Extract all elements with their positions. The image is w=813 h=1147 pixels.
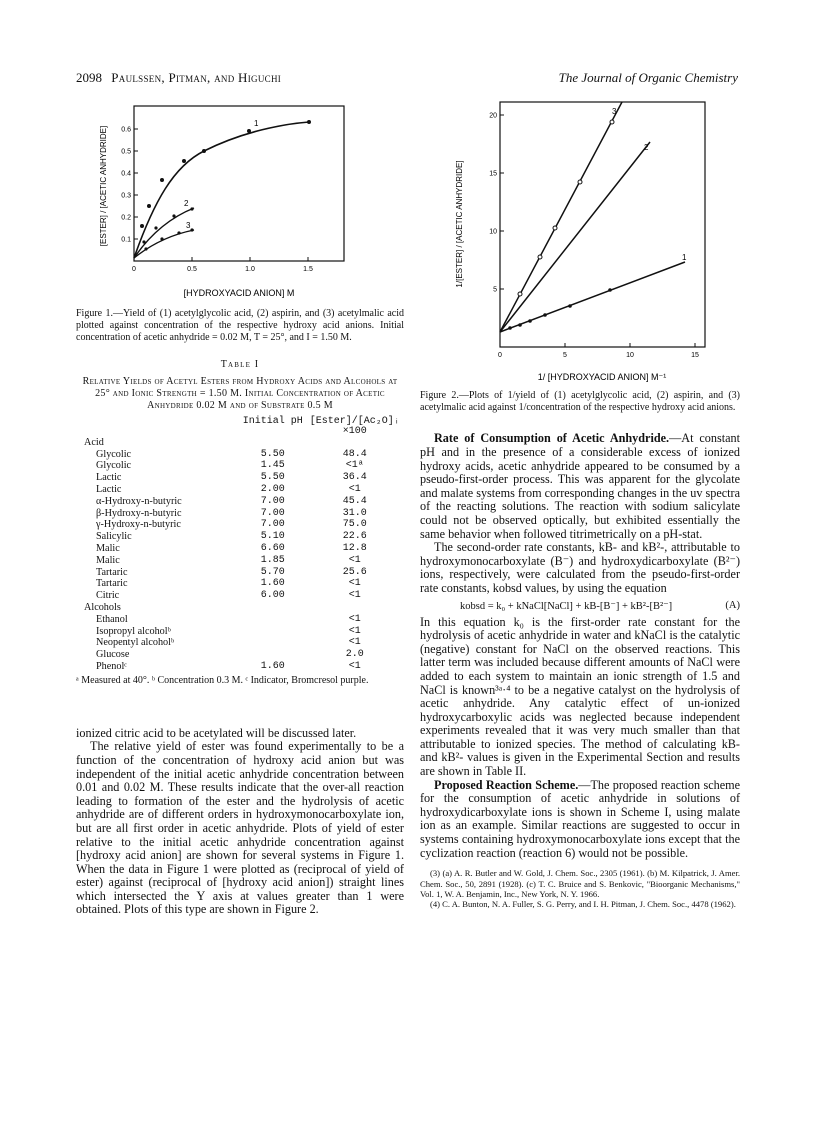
right-body-text: [420, 432, 740, 909]
figure-2-y-tick-label: 15: [489, 170, 497, 178]
table-1-cell-ph: 7.00: [260, 495, 285, 507]
figure-1-y-tick-label: 0.6: [121, 126, 131, 134]
table-1-cell-ratio: 36.4: [342, 472, 367, 484]
left-column: [76, 96, 404, 917]
figure-1-y-tick-label: 0.1: [121, 236, 131, 244]
table-1-row: [76, 637, 404, 649]
table-1-cell-name: Phenolᶜ: [96, 660, 127, 672]
table-1-row: [76, 496, 404, 508]
table-1-cell-ph: [240, 649, 306, 661]
table-1-cell-ratio: <1: [348, 613, 361, 625]
figure-1-y-tick-label: 0.4: [121, 170, 131, 178]
figure-1: [76, 96, 404, 306]
table-1-row: [76, 578, 404, 590]
table-1-cell-ratio: 75.0: [342, 519, 367, 531]
rate-heading: Rate of Consumption of Acetic Anhydride.: [434, 431, 670, 446]
table-1-cell-ph: 6.00: [260, 590, 285, 602]
table-1-row: [76, 460, 404, 472]
table-1-cell-name: Lactic: [96, 484, 122, 496]
table-1-col-ph: Initial pH: [242, 415, 303, 427]
figure-2-x-tick-label: 0: [498, 352, 502, 359]
table-1-cell-ratio: 22.6: [342, 531, 367, 543]
left-paragraph-2: The relative yield of ester was found experimentally to be a function of the concentration of hydroxy acid anion but was independent of the initial acetic anhydride concentration between 0.01 and 0.02 M. These results indicate that the over-all reaction leading to formation of the ester and the hydrolysis of acetic anhydride are of different orders in hydroxymonocarboxylate ion, but are all first order in acetic anhydride. Plots of yield of ester relative to the initial acetic anhydride concentration against [hydroxy acid anion] are shown for several systems in Figure 1. When the data in Figure 1 were plotted as (reciprocal of yield of ester) against (reciprocal of [hydroxy acid anion]) straight lines which intersected the Y axis at values greater than 1 were obtained. Plots of this type are shown in Figure 2.: [76, 739, 404, 917]
right-column: [420, 96, 740, 910]
rate-paragraph-1: [420, 432, 740, 541]
figure-1-y-tick-label: 0.3: [121, 192, 131, 200]
table-1-cell-ph: 5.70: [260, 566, 285, 578]
figure-2-line-3: [500, 102, 622, 332]
figure-2-y-tick-label: 5: [493, 286, 497, 294]
table-1-cell-ph: 7.00: [260, 519, 285, 531]
table-1-group-label: Alcohols: [84, 601, 121, 613]
table-1-row: [76, 555, 404, 567]
page-number: 2098: [76, 70, 102, 85]
table-1-cell-ratio: <1: [348, 484, 361, 496]
figure-2-caption: Figure 2.—Plots of 1/yield of (1) acetylglycolic acid, (2) aspirin, and (3) acetylmalic acid against 1/concentration of the respective hydroxy acid anions.: [420, 390, 740, 414]
table-1-cell-ratio: 48.4: [342, 448, 367, 460]
figure-2: [420, 96, 740, 386]
figure-1-frame: [134, 106, 344, 261]
figure-2-y-tick-label: 10: [489, 228, 497, 236]
figure-2-xticks: [498, 343, 699, 359]
table-1-cell-name: Salicylic: [96, 531, 132, 543]
table-1-cell-ph: 5.50: [260, 448, 285, 460]
left-paragraph-1: ionized citric acid to be acetylated will be discussed later.: [76, 725, 357, 740]
table-1-cell-name: Malic: [96, 543, 120, 554]
figure-1-curve-1: [134, 122, 309, 258]
table-1-row: [76, 472, 404, 484]
rate-paragraph-3: In this equation k₀ is the first-order rate constant for the hydrolysis of acetic anhydride in water and kNaCl is the catalytic (negative) constant for NaCl on the observed reactions. This latter term was included because different amounts of NaCl were added to each system to maintain an ionic strength of 1.5 and NaCl is known³ᵃ·⁴ to be a negative catalyst on the hydrolysis of acetic anhydride. Any catalytic effect of un-ionized hydroxycarboxylic acids was neglected because independent experiments revealed that it was very much smaller than that attributable to ionized species. The method of calculating kB- and kB²- values is given in the Experimental Section and results are shown in Table II.: [420, 614, 740, 779]
table-1-cell-ratio: 2.0: [345, 649, 364, 661]
figure-2-label-3: 3: [612, 107, 617, 116]
table-1-row: [76, 484, 404, 496]
figure-1-xlabel: [HYDROXYACID ANION] M: [183, 288, 295, 298]
table-1-cell-name: Isopropyl alcoholᵇ: [96, 625, 171, 637]
table-1-cell-ratio: <1: [348, 637, 361, 649]
table-1-cell-ph: [240, 637, 306, 649]
figure-1-x-tick-label: 1.0: [245, 266, 255, 273]
figure-1-ylabel: [ESTER] / [ACETIC ANHYDRIDE]: [99, 125, 108, 247]
table-1-cell-name: Citric: [96, 590, 120, 602]
table-1-cell-ph: [240, 626, 306, 638]
table-1-row: [76, 519, 404, 531]
figure-2-xlabel: 1/ [HYDROXYACID ANION] M⁻¹: [537, 372, 667, 382]
reference-4: (4) C. A. Bunton, N. A. Fuller, S. G. Perry, and I. H. Pitman, J. Chem. Soc., 4478 (1962).: [430, 899, 736, 910]
table-1-cell-ph: 1.45: [260, 460, 285, 472]
reference-3: (3) (a) A. R. Butler and W. Gold, J. Chem. Soc., 2305 (1961). (b) M. Kilpatrick, J. Amer. Chem. Soc., 50, 2891 (1928). (c) T. C. Bruice and S. Benkovic, "Bioorganic Mechanisms," Vol. 1, W. A. Benjamin, Inc., New York, N. Y. 1966.: [420, 868, 740, 900]
table-1-row: [76, 649, 404, 661]
table-1-cell-name: Glycolic: [96, 448, 132, 460]
scheme-heading: Proposed Reaction Scheme.: [434, 777, 579, 792]
figure-2-label-2: 2: [644, 143, 649, 152]
figure-2-x-tick-label: 5: [563, 352, 567, 359]
figure-1-caption: Figure 1.—Yield of (1) acetylglycolic acid, (2) aspirin, and (3) acetylmalic acid plotted against concentration of the respective hydroxy acid anions. Initial concentration of acetic anhydride = 0.02 M, T = 25°, and I = 1.50 M.: [76, 308, 404, 344]
table-1-title: Table I: [220, 358, 260, 370]
table-1-cell-ph: 1.60: [260, 578, 285, 590]
left-body-text: [76, 727, 404, 917]
table-1-footnote: ᵃ Measured at 40°. ᵇ Concentration 0.3 M. ᶜ Indicator, Bromcresol purple.: [76, 674, 369, 686]
figure-1-label-3: 3: [186, 221, 191, 230]
figure-1-y-tick-label: 0.2: [121, 214, 131, 222]
figure-2-ylabel: 1/[ESTER] / [ACETIC ANHYDRIDE]: [455, 160, 464, 288]
header-authors: Paulssen, Pitman, and Higuchi: [111, 70, 282, 85]
figure-2-x-tick-label: 10: [626, 352, 634, 359]
table-1-cell-name: Ethanol: [96, 613, 128, 625]
table-1-cell-ph: 5.50: [260, 472, 285, 484]
figure-2-yticks: [489, 113, 504, 294]
table-1-cell-ph: 7.00: [260, 507, 285, 519]
equation-a-label: (A): [725, 599, 740, 611]
table-1-cell-ph: 1.60: [260, 660, 285, 672]
table-1-cell-ratio: 45.4: [342, 495, 367, 507]
table-1-col-ratio: [Ester]/[Ac₂O]ᵢ ×100: [309, 415, 400, 437]
equation-a-body: kobsd = k₀ + kNaCl[NaCl] + kB-[B⁻] + kB²-[B²⁻]: [460, 600, 673, 612]
figure-1-label-1: 1: [254, 119, 259, 128]
table-1-cell-ratio: 31.0: [342, 507, 367, 519]
table-1-cell-ratio: <1: [348, 590, 361, 602]
table-1-header-row: [76, 417, 404, 437]
table-1-cell-name: α-Hydroxy-n-butyric: [96, 495, 182, 507]
figure-1-xticks: [132, 257, 313, 273]
figure-1-label-2: 2: [184, 199, 189, 208]
rate-p1-text: —At constant pH and in the presence of a considerable excess of ionized hydroxy acids, acetic anhydride appeared to be consumed by a pseudo-first-order process. This was apparent for the glycolate and malate systems from corresponding changes in the uv spectra of the reacting solutions. The reaction with sodium salicylate could not be observed optically, but exhibited essentially the same behavior when followed titrimetrically on a pH-stat.: [420, 431, 741, 541]
table-1-group-row: [76, 602, 404, 614]
table-1-cell-ph: 1.85: [260, 554, 285, 566]
figure-2-x-tick-label: 15: [691, 352, 699, 359]
table-1-row: [76, 567, 404, 579]
table-1-group-label: Acid: [84, 436, 104, 448]
table-1-row: [76, 614, 404, 626]
table-1-cell-ratio: <1: [348, 625, 361, 637]
table-1-row: [76, 661, 404, 673]
table-1-group-row: [76, 437, 404, 449]
table-1-cell-name: Malic: [96, 554, 120, 566]
table-1-cell-name: Glycolic: [96, 460, 132, 472]
figure-1-x-tick-label: 0.5: [187, 266, 197, 273]
figure-1-yticks: [121, 127, 138, 244]
references: [420, 868, 740, 910]
figure-1-points-1: [140, 120, 311, 228]
figure-2-y-tick-label: 20: [489, 112, 497, 120]
table-1-cell-name: γ-Hydroxy-n-butyric: [96, 519, 181, 531]
table-1: [76, 417, 404, 673]
figure-1-x-tick-label: 0: [132, 266, 136, 273]
table-1-row: [76, 531, 404, 543]
table-1-cell-ratio: <1: [348, 578, 361, 590]
table-1-row: [76, 449, 404, 461]
table-1-row: [76, 508, 404, 520]
figure-2-label-1: 1: [682, 253, 687, 262]
table-1-cell-ph: [240, 614, 306, 626]
table-1-cell-ratio: <1ᵃ: [345, 460, 364, 472]
table-1-caption: Relative Yields of Acetyl Esters from Hydroxy Acids and Alcohols at 25° and Ionic Strength = 1.50 M. Initial Concentration of Acetic Anhydride 0.02 M and of Substrate 0.5 M: [82, 375, 398, 412]
figure-1-y-tick-label: 0.5: [121, 148, 131, 156]
table-1-cell-name: β-Hydroxy-n-butyric: [96, 507, 182, 519]
journal-name: The Journal of Organic Chemistry: [558, 70, 738, 85]
table-1-row: [76, 543, 404, 555]
table-1-cell-name: Lactic: [96, 472, 122, 484]
table-1-cell-name: Glucose: [96, 649, 130, 661]
scheme-paragraph: [420, 779, 740, 861]
table-1-cell-name: Neopentyl alcoholᵇ: [96, 637, 175, 649]
table-1-cell-ph: 5.10: [260, 531, 285, 543]
page-header: [76, 70, 738, 90]
table-1-row: [76, 590, 404, 602]
header-left: [76, 70, 281, 86]
rate-paragraph-2: The second-order rate constants, kB- and kB²-, attributable to hydroxymonocarboxylate (B⁻) and hydroxydicarboxylate (B²⁻) ions, respectively, were calculated from the pseudo-first-order rate constants, kobsd values, by using the equation: [420, 540, 740, 595]
table-1-cell-ratio: 25.6: [342, 566, 367, 578]
table-1-cell-ratio: <1: [348, 660, 361, 672]
figure-1-x-tick-label: 1.5: [303, 266, 313, 273]
table-1-row: [76, 626, 404, 638]
table-1-cell-name: Tartaric: [96, 566, 128, 578]
table-1-cell-ratio: <1: [348, 554, 361, 566]
table-1-cell-ph: 2.00: [260, 484, 285, 496]
equation-a: [460, 600, 740, 612]
table-1-cell-ratio: 12.8: [342, 543, 367, 554]
scheme-text: —The proposed reaction scheme for the consumption of acetic anhydride in solutions of hydroxydicarboxylate ions is shown in Scheme I, using malate ion as an example. Similar reactions are suggested to occur in systems containing hydroxymonocarboxylate ions except that the cyclization reaction (reaction 6) would not be possible.: [420, 777, 740, 860]
table-1-cell-name: Tartaric: [96, 578, 128, 590]
table-1-cell-ph: 6.60: [260, 543, 285, 554]
